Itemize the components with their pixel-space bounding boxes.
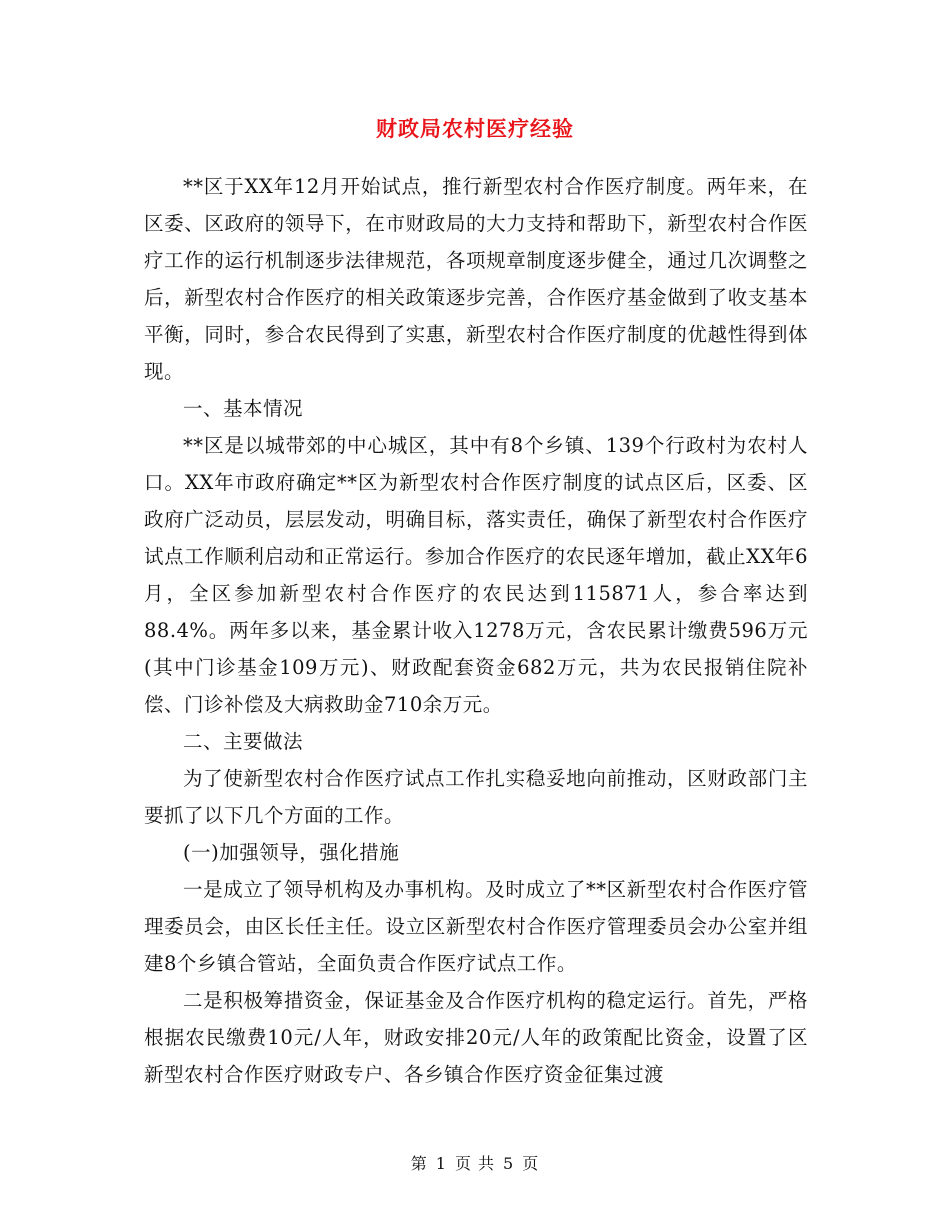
page-footer	[0, 1152, 950, 1176]
footer-suffix: 页	[522, 1154, 540, 1173]
paragraph-basic-situation: **区是以城带郊的中心城区，其中有8个乡镇、139个行政村为农村人口。XX年市政府确定**区为新型农村合作医疗制度的试点区后，区委、区政府广泛动员，层层发动，明确目标，落实责任，确保了新型农村合作医疗试点工作顺利启动和正常运行。参加合作医疗的农民逐年增加，截止XX年6月，全区参加新型农村合作医疗的农民达到115871人，参合率达到88.4%。两年多以来，基金累计收入1278万元，含农民累计缴费596万元(其中门诊基金109万元)、财政配套资金682万元，共为农民报销住院补偿、门诊补偿及大病救助金710余万元。	[144, 434, 808, 716]
subsection-heading-leadership: (一)加强领导，强化措施	[183, 841, 400, 864]
section-heading-basic-situation: 一、基本情况	[183, 397, 304, 420]
paragraph-main-practices-intro: 为了使新型农村合作医疗试点工作扎实稳妥地向前推动，区财政部门主要抓了以下几个方面的工作。	[144, 767, 808, 827]
section-heading-main-practices: 二、主要做法	[183, 730, 304, 753]
footer-prefix: 第	[410, 1154, 428, 1173]
document-title: 财政局农村医疗经验	[376, 116, 574, 141]
paragraph-intro: **区于XX年12月开始试点，推行新型农村合作医疗制度。两年来，在区委、区政府的领导下，在市财政局的大力支持和帮助下，新型农村合作医疗工作的运行机制逐步法律规范，各项规章制度逐步健全，通过几次调整之后，新型农村合作医疗的相关政策逐步完善，合作医疗基金做到了收支基本平衡，同时，参合农民得到了实惠，新型农村合作医疗制度的优越性得到体现。	[144, 175, 808, 383]
footer-middle: 页 共	[454, 1154, 496, 1173]
footer-page-number: 1	[435, 1154, 447, 1173]
paragraph-leadership-first: 一是成立了领导机构及办事机构。及时成立了**区新型农村合作医疗管理委员会，由区长任主任。设立区新型农村合作医疗管理委员会办公室并组建8个乡镇合管站，全面负责合作医疗试点工作。	[144, 878, 808, 975]
paragraph-leadership-second: 二是积极筹措资金，保证基金及合作医疗机构的稳定运行。首先，严格根据农民缴费10元/人年，财政安排20元/人年的政策配比资金，设置了区新型农村合作医疗财政专户、各乡镇合作医疗资金征集过渡	[144, 989, 808, 1086]
footer-total-pages: 5	[503, 1154, 515, 1173]
document-body	[144, 168, 808, 1093]
